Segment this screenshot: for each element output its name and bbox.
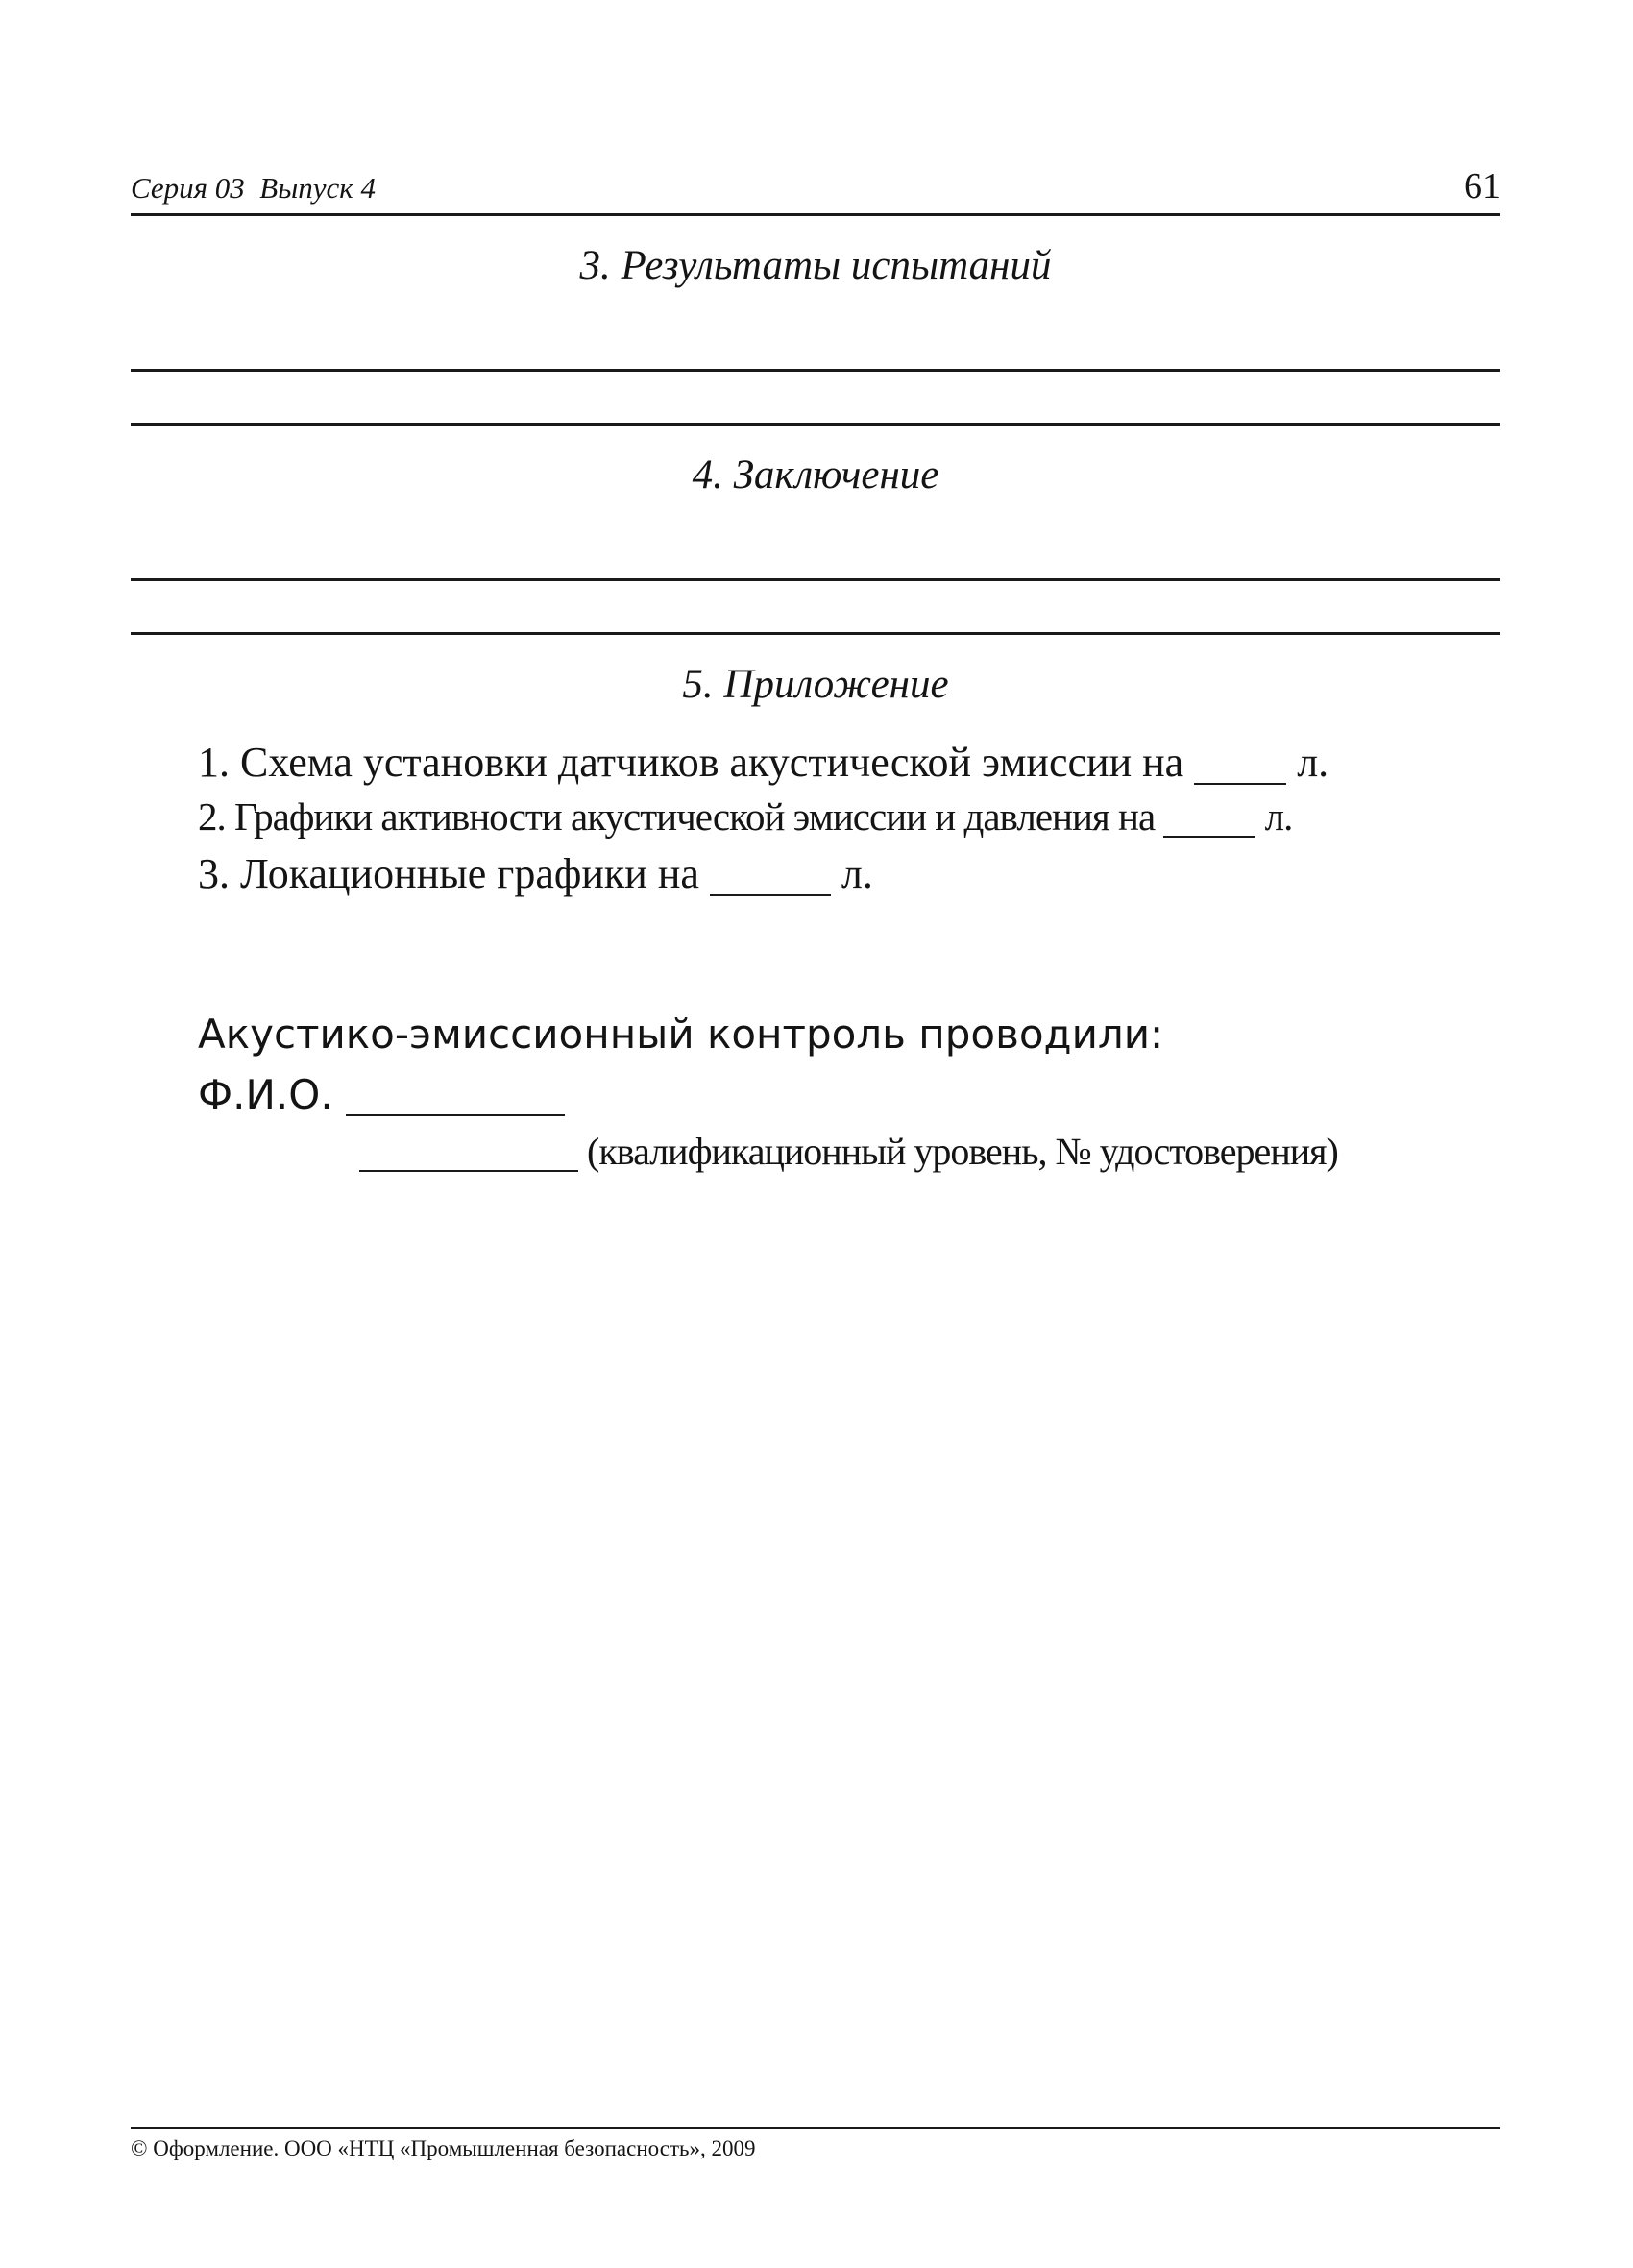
- appendix-item-suffix: л.: [1297, 739, 1329, 786]
- footer-copyright: © Оформление. ООО «НТЦ «Промышленная безопасность», 2009: [131, 2136, 756, 2160]
- appendix-item-2: [198, 793, 1292, 840]
- results-blank-line-2: [131, 423, 1500, 426]
- conclusion-heading: 4. Заключение: [692, 452, 939, 498]
- conclusion-blank-line-2: [131, 632, 1500, 635]
- page-count-blank: [1163, 796, 1255, 838]
- name-blank: [346, 1074, 565, 1116]
- appendix-heading: 5. Приложение: [682, 662, 949, 707]
- series-label: Серия 03 Выпуск 4: [131, 171, 377, 205]
- results-blank-line-1: [131, 369, 1500, 372]
- footer-divider: [131, 2127, 1500, 2129]
- appendix-item-text: 1. Схема установки датчиков акустической эмиссии на: [198, 739, 1184, 786]
- appendix-item-text: 3. Локационные графики на: [198, 850, 699, 897]
- appendix-item-1: [198, 738, 1328, 787]
- page-number: 61: [1464, 166, 1500, 207]
- appendix-item-suffix: л.: [1264, 794, 1293, 839]
- page-count-blank: [1194, 741, 1286, 785]
- name-row: [198, 1071, 565, 1118]
- appendix-item-3: [198, 849, 873, 898]
- page-count-blank: [710, 852, 831, 896]
- inspectors-heading: Акустико-эмиссионный контроль проводили:: [198, 1011, 1164, 1058]
- qualification-note: (квалификационный уровень, № удостоверения): [587, 1130, 1338, 1173]
- page-header: [131, 165, 1500, 216]
- qualification-blank: [359, 1132, 578, 1172]
- appendix-item-suffix: л.: [841, 850, 873, 897]
- conclusion-blank-line-1: [131, 578, 1500, 581]
- results-heading: 3. Результаты испытаний: [579, 243, 1052, 288]
- appendix-item-text: 2. Графики активности акустической эмиссии и давления на: [198, 794, 1156, 839]
- name-label: Ф.И.О.: [198, 1071, 333, 1118]
- qualification-row: [359, 1129, 1338, 1174]
